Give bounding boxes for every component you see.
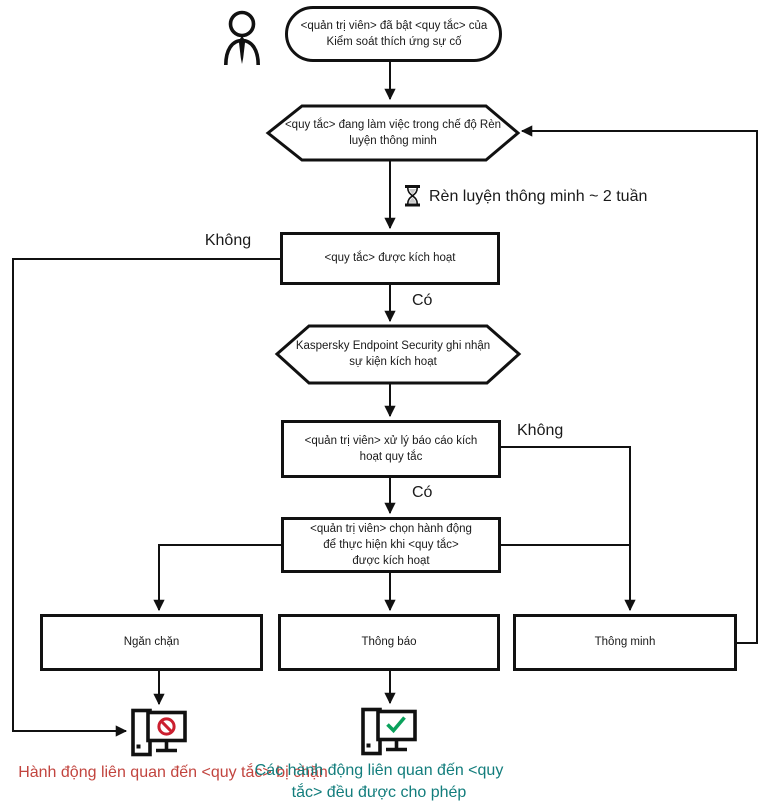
training-duration-note: Rèn luyện thông minh ~ 2 tuần — [429, 188, 648, 205]
hourglass-icon — [405, 187, 420, 206]
node-rule-triggered: <quy tắc> được kích hoạt — [280, 232, 500, 285]
node-smart: Thông minh — [513, 614, 737, 671]
node-block: Ngăn chặn — [40, 614, 263, 671]
person-icon — [226, 13, 258, 66]
connector-smart-feedback — [522, 131, 757, 643]
connector-action-to-block — [159, 545, 281, 610]
edge-label-yes-after-trigger: Có — [412, 292, 433, 309]
node-admin-action: <quản trị viên> chọn hành động để thực hiện khi <quy tắc> được kích hoạt — [281, 517, 501, 573]
node-training-mode: <quy tắc> đang làm việc trong chế độ Rèn luyện thông minh — [284, 118, 502, 147]
edge-label-no-left: Không — [204, 232, 252, 249]
computer-with-prohibition-icon — [133, 711, 185, 755]
computer-with-checkmark-icon — [363, 710, 415, 754]
connector-no-right-to-smart — [501, 447, 630, 610]
caption-allowed: Các hành động liên quan đến <quy tắc> đều được cho phép — [254, 762, 504, 801]
node-admin-report: <quản trị viên> xử lý báo cáo kích hoạt quy tắc — [281, 420, 501, 478]
edge-label-yes-after-report: Có — [412, 484, 433, 501]
caption-blocked: Hành động liên quan đến <quy tắc> bị chặn — [18, 764, 328, 781]
node-kes-event: Kaspersky Endpoint Security ghi nhận sự kiện kích hoạt — [295, 339, 491, 368]
node-start: <quản trị viên> đã bật <quy tắc> của Kiểm soát thích ứng sự cố — [300, 19, 488, 48]
node-notify: Thông báo — [278, 614, 500, 671]
edge-label-no-right: Không — [517, 422, 564, 439]
